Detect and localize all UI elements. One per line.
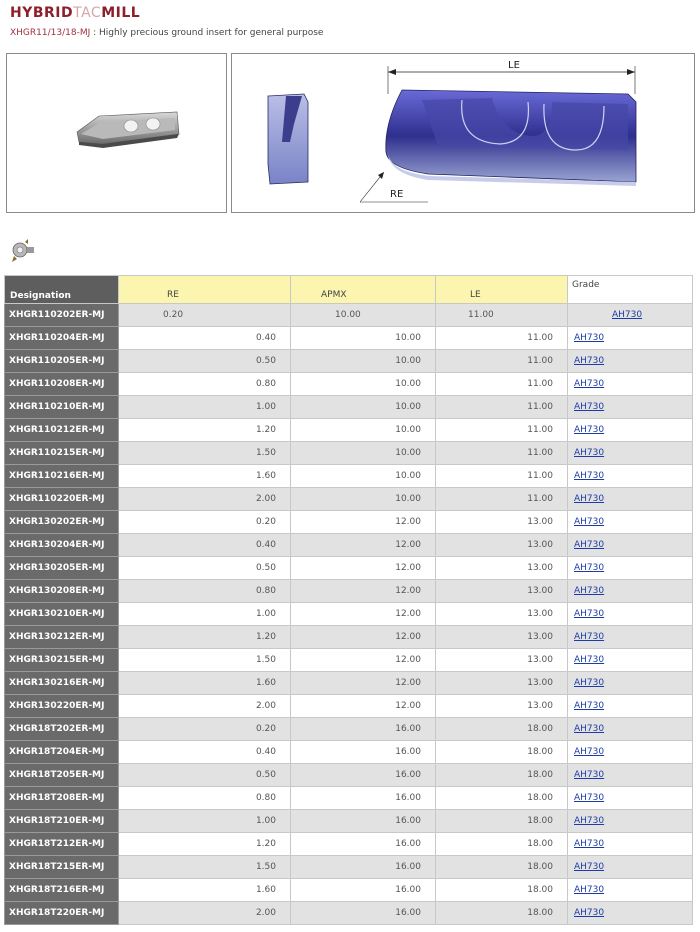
grade-link[interactable]: AH730 (574, 471, 605, 481)
designation-cell: XHGR110216ER-MJ (5, 465, 119, 488)
table-row (5, 327, 693, 350)
table-row (5, 442, 693, 465)
grade-cell (568, 373, 693, 396)
table-row (5, 626, 693, 649)
grade-cell (568, 603, 693, 626)
table-row (5, 902, 693, 925)
le-cell: 18.00 (436, 764, 568, 787)
grade-cell (568, 442, 693, 465)
brand-logo (10, 5, 140, 21)
re-cell: 1.00 (119, 810, 291, 833)
re-label: RE (390, 189, 404, 200)
grade-cell (568, 649, 693, 672)
designation-cell: XHGR110205ER-MJ (5, 350, 119, 373)
designation-cell: XHGR18T215ER-MJ (5, 856, 119, 879)
grade-link[interactable]: AH730 (574, 770, 605, 780)
re-cell: 0.20 (119, 304, 291, 327)
designation-cell: XHGR130204ER-MJ (5, 534, 119, 557)
grade-cell (568, 879, 693, 902)
table-row (5, 695, 693, 718)
table-row (5, 879, 693, 902)
designation-cell: XHGR130215ER-MJ (5, 649, 119, 672)
grade-cell (568, 626, 693, 649)
apmx-cell: 16.00 (291, 879, 436, 902)
table-row (5, 396, 693, 419)
re-cell: 1.20 (119, 833, 291, 856)
logo-text-hybrid: HYBRID (10, 5, 74, 21)
grade-link[interactable]: AH730 (574, 793, 605, 803)
table-row (5, 764, 693, 787)
table-row (5, 373, 693, 396)
re-cell: 1.60 (119, 879, 291, 902)
apmx-cell: 16.00 (291, 787, 436, 810)
le-cell: 11.00 (436, 442, 568, 465)
apmx-cell: 16.00 (291, 741, 436, 764)
re-cell: 1.50 (119, 856, 291, 879)
product-image-box (6, 53, 227, 213)
table-row (5, 534, 693, 557)
re-cell: 1.00 (119, 396, 291, 419)
re-cell: 1.50 (119, 442, 291, 465)
le-cell: 11.00 (436, 488, 568, 511)
grade-cell (568, 419, 693, 442)
grade-link[interactable]: AH730 (574, 425, 605, 435)
apmx-cell: 10.00 (291, 396, 436, 419)
table-row (5, 833, 693, 856)
grade-link[interactable]: AH730 (574, 609, 605, 619)
grade-link[interactable]: AH730 (574, 517, 605, 527)
table-row (5, 557, 693, 580)
re-cell: 0.80 (119, 373, 291, 396)
grade-cell (568, 672, 693, 695)
apmx-cell: 12.00 (291, 695, 436, 718)
table-row (5, 419, 693, 442)
le-label: LE (508, 60, 520, 71)
grade-link[interactable]: AH730 (574, 402, 605, 412)
apmx-cell: 12.00 (291, 557, 436, 580)
table-row (5, 718, 693, 741)
header-grade: Grade (568, 276, 693, 304)
le-cell: 13.00 (436, 511, 568, 534)
le-cell: 11.00 (436, 327, 568, 350)
re-cell: 0.50 (119, 350, 291, 373)
le-cell: 11.00 (436, 465, 568, 488)
table-row (5, 580, 693, 603)
dimension-diagram-box (231, 53, 695, 213)
designation-cell: XHGR18T216ER-MJ (5, 879, 119, 902)
grade-cell (568, 465, 693, 488)
re-cell: 0.80 (119, 787, 291, 810)
re-cell: 2.00 (119, 902, 291, 925)
grade-link[interactable]: AH730 (574, 747, 605, 757)
table-row (5, 787, 693, 810)
designation-cell: XHGR110210ER-MJ (5, 396, 119, 419)
grade-link[interactable]: AH730 (574, 540, 605, 550)
le-cell: 18.00 (436, 902, 568, 925)
header-apmx: APMX (291, 276, 436, 304)
apmx-cell: 12.00 (291, 580, 436, 603)
le-cell: 18.00 (436, 833, 568, 856)
milling-tool-icon (8, 238, 36, 264)
designation-cell: XHGR110202ER-MJ (5, 304, 119, 327)
grade-cell (568, 695, 693, 718)
grade-cell (568, 764, 693, 787)
apmx-cell: 16.00 (291, 718, 436, 741)
le-cell: 11.00 (436, 373, 568, 396)
grade-cell (568, 488, 693, 511)
grade-cell (568, 511, 693, 534)
grade-cell (568, 787, 693, 810)
re-cell: 1.00 (119, 603, 291, 626)
grade-link[interactable]: AH730 (574, 701, 605, 711)
grade-link[interactable]: AH730 (574, 356, 605, 366)
subtitle-code: XHGR11/13/18-MJ (10, 28, 91, 38)
le-cell: 18.00 (436, 741, 568, 764)
designation-cell: XHGR130212ER-MJ (5, 626, 119, 649)
re-cell: 0.50 (119, 557, 291, 580)
apmx-cell: 10.00 (291, 327, 436, 350)
grade-cell (568, 396, 693, 419)
table-row (5, 810, 693, 833)
apmx-cell: 12.00 (291, 649, 436, 672)
re-cell: 0.50 (119, 764, 291, 787)
apmx-cell: 16.00 (291, 833, 436, 856)
grade-link[interactable]: AH730 (574, 655, 605, 665)
grade-link[interactable]: AH730 (574, 862, 605, 872)
designation-cell: XHGR18T210ER-MJ (5, 810, 119, 833)
designation-cell: XHGR18T204ER-MJ (5, 741, 119, 764)
designation-cell: XHGR130208ER-MJ (5, 580, 119, 603)
apmx-cell: 16.00 (291, 856, 436, 879)
re-cell: 0.20 (119, 718, 291, 741)
grade-link[interactable]: AH730 (574, 816, 605, 826)
grade-cell (568, 741, 693, 764)
le-cell: 13.00 (436, 649, 568, 672)
apmx-cell: 10.00 (291, 442, 436, 465)
table-row (5, 856, 693, 879)
le-cell: 13.00 (436, 603, 568, 626)
grade-cell (568, 718, 693, 741)
table-row (5, 511, 693, 534)
header-le: LE (436, 276, 568, 304)
apmx-cell: 10.00 (291, 350, 436, 373)
grade-link[interactable]: AH730 (574, 333, 605, 343)
designation-cell: XHGR130202ER-MJ (5, 511, 119, 534)
grade-cell (568, 304, 693, 327)
re-cell: 1.60 (119, 465, 291, 488)
table-row (5, 465, 693, 488)
le-cell: 18.00 (436, 718, 568, 741)
logo-text-mill: MILL (101, 5, 141, 21)
grade-link[interactable]: AH730 (574, 448, 605, 458)
designation-cell: XHGR130220ER-MJ (5, 695, 119, 718)
designation-cell: XHGR110208ER-MJ (5, 373, 119, 396)
apmx-cell: 16.00 (291, 764, 436, 787)
re-cell: 0.80 (119, 580, 291, 603)
designation-cell: XHGR18T208ER-MJ (5, 787, 119, 810)
apmx-cell: 12.00 (291, 672, 436, 695)
le-cell: 13.00 (436, 626, 568, 649)
re-cell: 1.20 (119, 419, 291, 442)
grade-link[interactable]: AH730 (574, 632, 605, 642)
table-row (5, 488, 693, 511)
le-cell: 13.00 (436, 580, 568, 603)
logo-text-tac: TAC (73, 5, 102, 21)
grade-cell (568, 580, 693, 603)
designation-cell: XHGR130205ER-MJ (5, 557, 119, 580)
insert-dimension-drawing (232, 54, 694, 212)
re-cell: 1.50 (119, 649, 291, 672)
grade-cell (568, 856, 693, 879)
table-row (5, 603, 693, 626)
apmx-cell: 10.00 (291, 419, 436, 442)
le-cell: 18.00 (436, 810, 568, 833)
le-cell: 18.00 (436, 856, 568, 879)
grade-cell (568, 557, 693, 580)
le-cell: 18.00 (436, 879, 568, 902)
le-cell: 11.00 (436, 396, 568, 419)
designation-cell: XHGR18T205ER-MJ (5, 764, 119, 787)
designation-cell: XHGR110204ER-MJ (5, 327, 119, 350)
le-cell: 11.00 (436, 350, 568, 373)
le-cell: 18.00 (436, 787, 568, 810)
grade-link[interactable]: AH730 (574, 379, 605, 389)
re-cell: 2.00 (119, 488, 291, 511)
re-cell: 0.20 (119, 511, 291, 534)
table-row (5, 672, 693, 695)
le-cell: 11.00 (436, 419, 568, 442)
apmx-cell: 10.00 (291, 373, 436, 396)
re-cell: 0.40 (119, 534, 291, 557)
grade-link[interactable]: AH730 (574, 908, 605, 918)
designation-cell: XHGR110212ER-MJ (5, 419, 119, 442)
designation-cell: XHGR18T220ER-MJ (5, 902, 119, 925)
le-cell: 13.00 (436, 534, 568, 557)
grade-link[interactable]: AH730 (574, 586, 605, 596)
grade-cell (568, 534, 693, 557)
re-cell: 1.20 (119, 626, 291, 649)
page-subtitle (10, 28, 323, 38)
apmx-cell: 16.00 (291, 810, 436, 833)
apmx-cell: 12.00 (291, 603, 436, 626)
table-row (5, 649, 693, 672)
apmx-cell: 12.00 (291, 626, 436, 649)
designation-cell: XHGR110220ER-MJ (5, 488, 119, 511)
apmx-cell: 16.00 (291, 902, 436, 925)
subtitle-description: : Highly precious ground insert for general purpose (90, 28, 324, 38)
re-cell: 0.40 (119, 741, 291, 764)
grade-cell (568, 833, 693, 856)
designation-cell: XHGR18T212ER-MJ (5, 833, 119, 856)
designation-cell: XHGR130216ER-MJ (5, 672, 119, 695)
designation-cell: XHGR18T202ER-MJ (5, 718, 119, 741)
header-re: RE (119, 276, 291, 304)
grade-link[interactable]: AH730 (574, 885, 605, 895)
table-row (5, 350, 693, 373)
grade-link[interactable]: AH730 (574, 724, 605, 734)
apmx-cell: 10.00 (291, 465, 436, 488)
tool-icon[interactable] (8, 238, 36, 268)
grade-link[interactable]: AH730 (574, 678, 605, 688)
spec-table (4, 275, 693, 925)
le-cell: 11.00 (436, 304, 568, 327)
table-header-row (5, 276, 693, 304)
re-cell: 0.40 (119, 327, 291, 350)
designation-cell: XHGR130210ER-MJ (5, 603, 119, 626)
grade-link[interactable]: AH730 (574, 839, 605, 849)
apmx-cell: 10.00 (291, 488, 436, 511)
re-cell: 2.00 (119, 695, 291, 718)
le-cell: 13.00 (436, 557, 568, 580)
grade-cell (568, 350, 693, 373)
apmx-cell: 10.00 (291, 304, 436, 327)
grade-link[interactable]: AH730 (574, 494, 605, 504)
insert-photo (7, 54, 226, 212)
grade-cell (568, 810, 693, 833)
grade-cell (568, 327, 693, 350)
apmx-cell: 12.00 (291, 534, 436, 557)
designation-cell: XHGR110215ER-MJ (5, 442, 119, 465)
apmx-cell: 12.00 (291, 511, 436, 534)
table-row (5, 741, 693, 764)
le-cell: 13.00 (436, 672, 568, 695)
le-cell: 13.00 (436, 695, 568, 718)
re-cell: 1.60 (119, 672, 291, 695)
grade-link[interactable]: AH730 (612, 310, 643, 320)
grade-cell (568, 902, 693, 925)
table-row (5, 304, 693, 327)
header-designation: Designation (5, 276, 119, 304)
grade-link[interactable]: AH730 (574, 563, 605, 573)
